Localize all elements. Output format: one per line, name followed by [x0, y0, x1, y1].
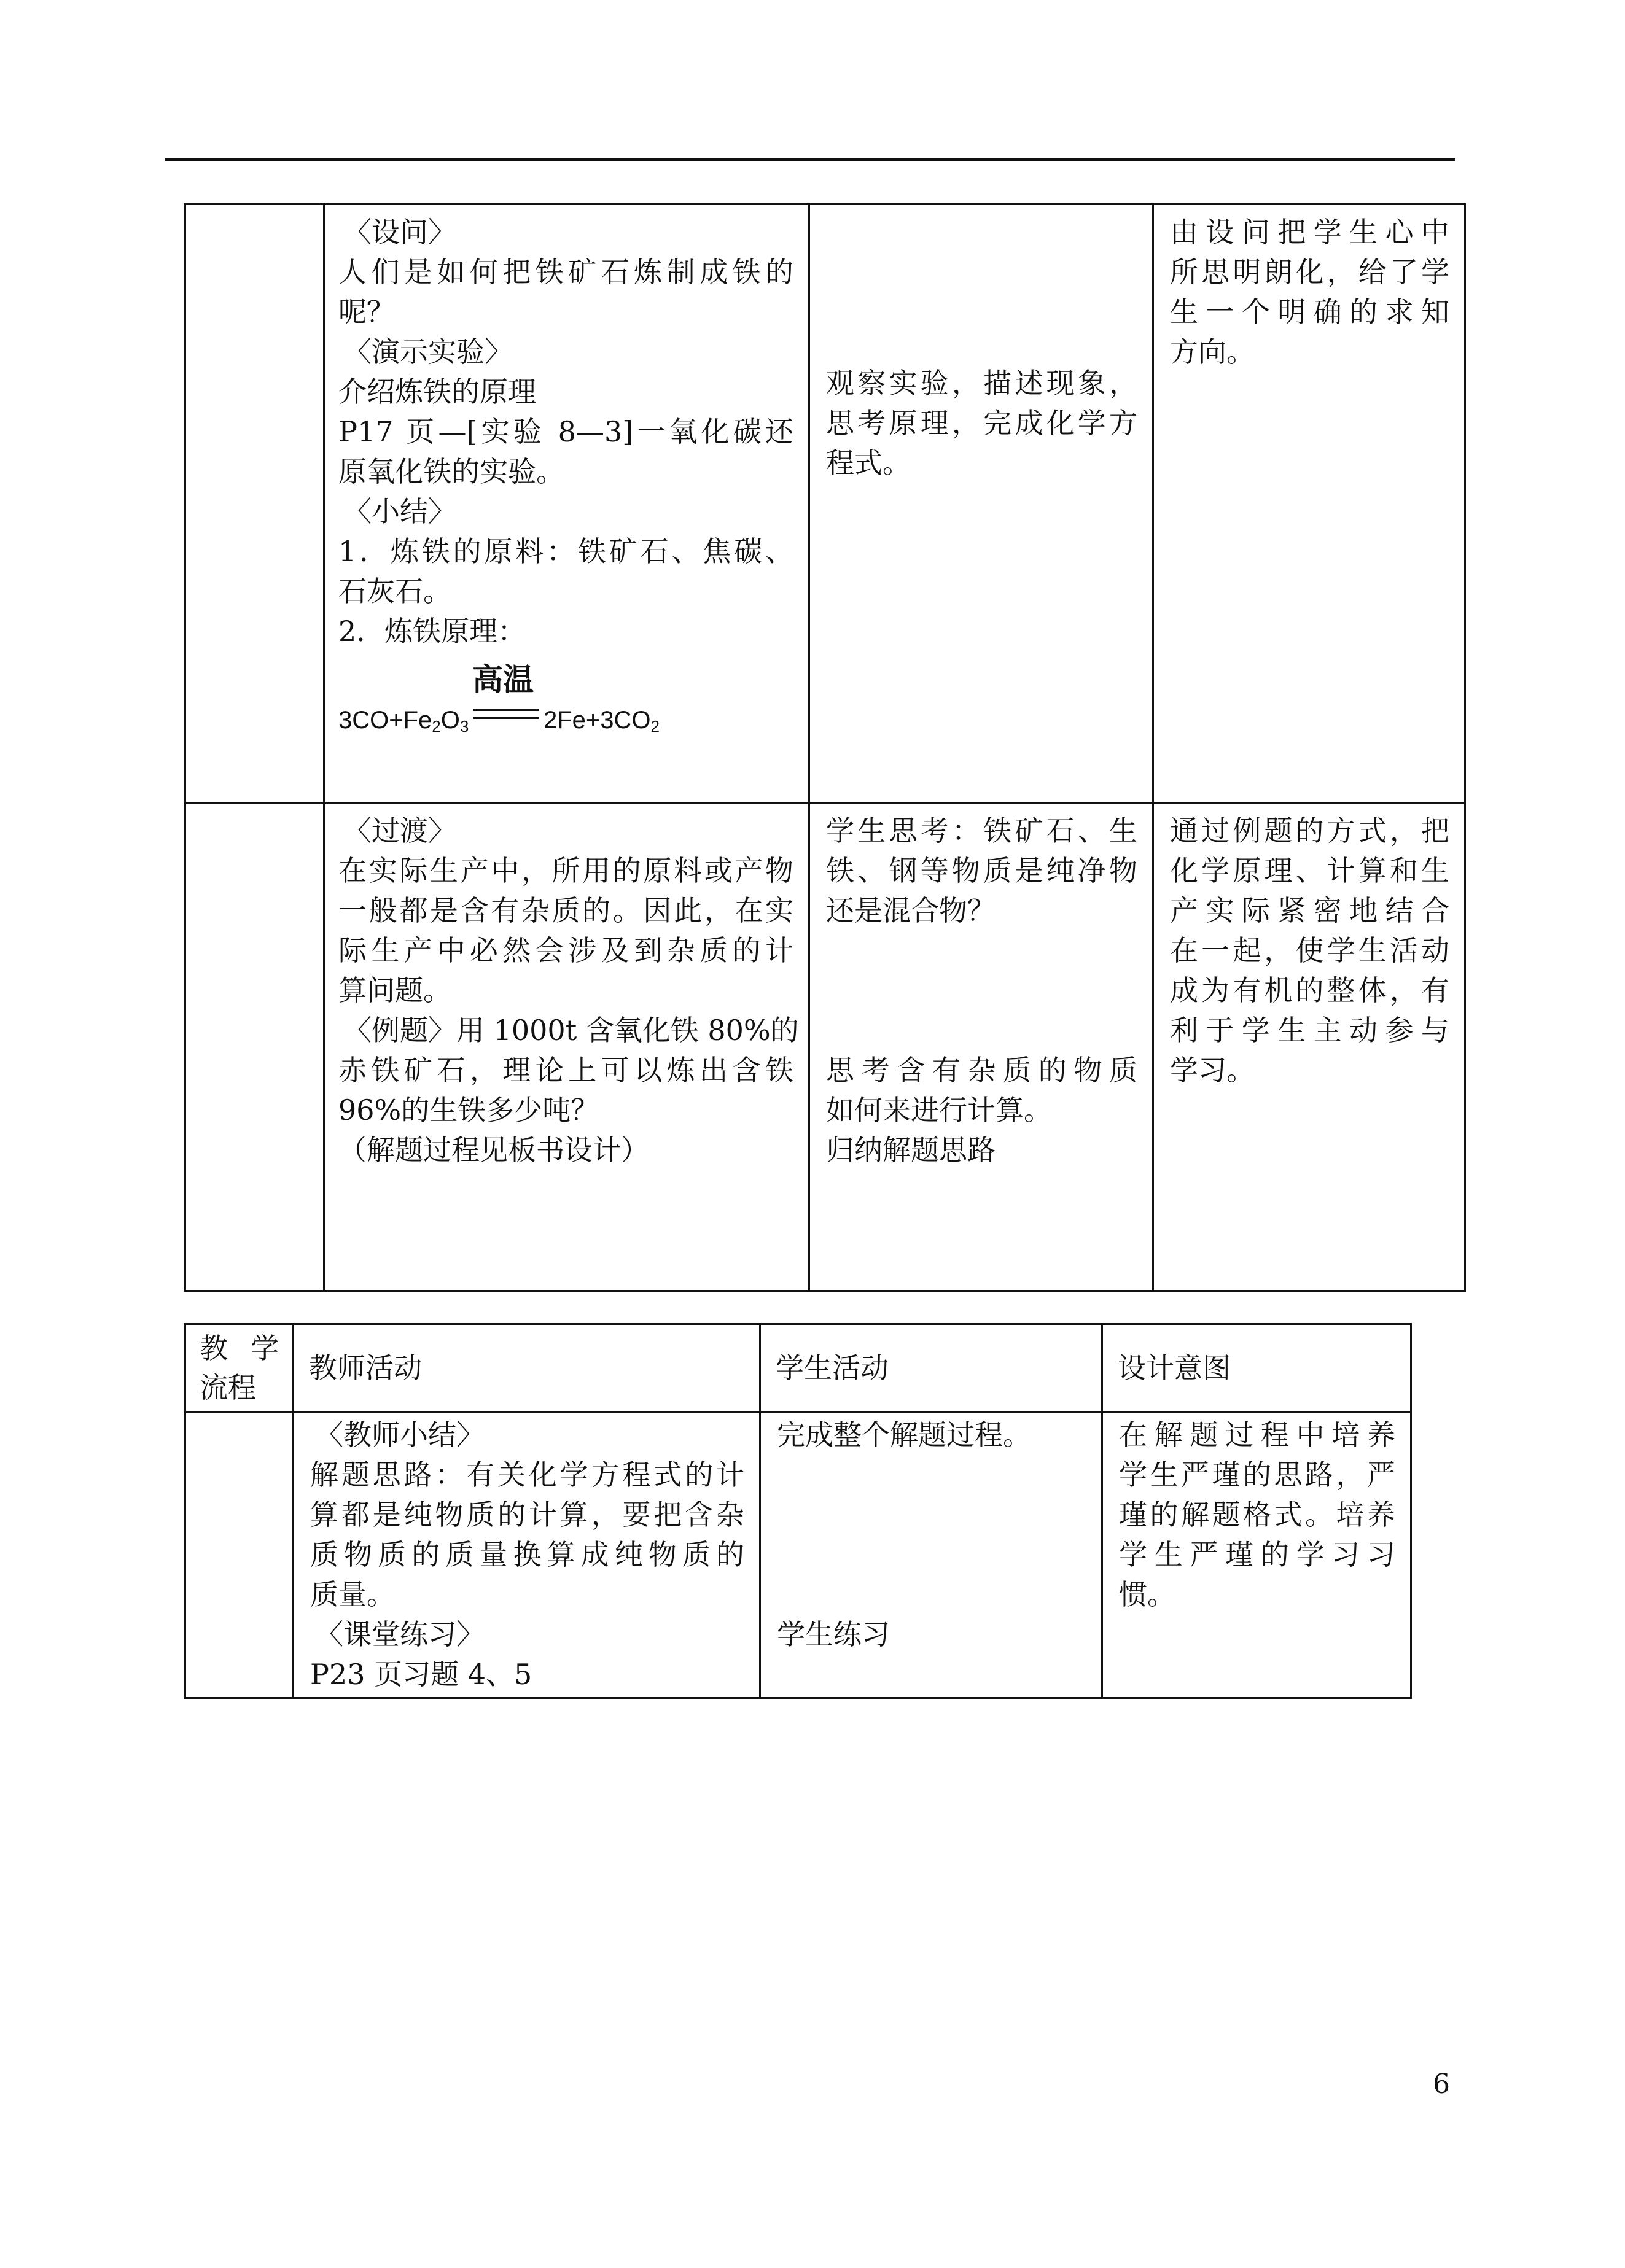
text-line: 归纳解题思路	[826, 1133, 996, 1167]
student-activity-cell	[760, 1412, 1102, 1698]
text-line: 在解题过程中培养	[1119, 1418, 1395, 1451]
text-line: 利于学生主动参与	[1170, 1014, 1449, 1047]
design-intent-cell	[1153, 803, 1465, 1291]
text-line: P23 页习题 4、5	[310, 1658, 532, 1691]
text-line: 学生思考：铁矿石、生	[826, 814, 1137, 847]
flow-cell	[185, 204, 324, 803]
teacher-activity-cell	[324, 204, 809, 803]
text-line: 如何来进行计算。	[826, 1093, 1052, 1127]
text-line: 惯。	[1119, 1578, 1175, 1611]
text-line: 在一起，使学生活动	[1170, 934, 1449, 967]
text-line: 一般都是含有杂质的。因此，在实	[338, 894, 793, 927]
student-activity-cell	[809, 803, 1153, 1291]
text-line: 完成整个解题过程。	[777, 1418, 1031, 1451]
table-row	[185, 803, 1465, 1291]
table-row	[185, 204, 1465, 803]
text-line: 2．炼铁原理：	[338, 615, 526, 648]
text-line: 产实际紧密地结合	[1170, 894, 1449, 927]
text-line: 通过例题的方式，把	[1170, 814, 1449, 847]
student-activity-cell	[809, 204, 1153, 803]
text-line: 际生产中必然会涉及到杂质的计	[338, 934, 793, 967]
text-line: 〈例题〉用 1000t 含氧化铁 80%的	[343, 1014, 799, 1047]
text-line: 质量。	[310, 1578, 395, 1611]
text-line: 1．炼铁的原料：铁矿石、焦碳、	[338, 535, 793, 568]
text-line: 生一个明确的求知	[1170, 295, 1449, 328]
text-line: （解题过程见板书设计）	[338, 1133, 649, 1167]
text-line: 算问题。	[338, 974, 451, 1007]
text-line: 学生严瑾的学习习	[1119, 1538, 1395, 1571]
text-line: 〈小结〉	[343, 495, 456, 528]
text-line: 质物质的质量换算成纯物质的	[310, 1538, 744, 1571]
design-intent-cell	[1153, 204, 1465, 803]
teacher-activity-cell	[294, 1412, 760, 1698]
page-number: 6	[1433, 2068, 1450, 2100]
text-line: 由设问把学生心中	[1170, 216, 1449, 249]
text-line: 还是混合物？	[826, 894, 996, 927]
text-line: 石灰石。	[338, 575, 451, 608]
equation-products: $2Fe+3CO_2$	[544, 707, 660, 736]
lesson-table-1	[184, 203, 1466, 1292]
text-line: 所思明朗化，给了学	[1170, 255, 1449, 289]
text-line: 原氧化铁的实验。	[338, 455, 564, 488]
text-line: 〈过渡〉	[343, 814, 456, 847]
text-line: P17 页—[实验 8—3]一氧化碳还	[338, 415, 793, 448]
text-line: 〈演示实验〉	[343, 335, 513, 368]
header-flow-line1: 教 学	[200, 1332, 279, 1365]
header-rule	[165, 158, 1455, 161]
text-line: 思考含有杂质的物质	[826, 1054, 1137, 1087]
reaction-condition: 高温	[472, 662, 534, 697]
text-line: 观察实验，描述现象，	[826, 367, 1137, 400]
text-line: 赤铁矿石，理论上可以炼出含铁	[338, 1054, 793, 1087]
text-line: 〈教师小结〉	[315, 1418, 485, 1451]
text-line: 96%的生铁多少吨？	[338, 1093, 599, 1127]
header-design-intent: 设计意图	[1102, 1324, 1411, 1412]
text-line: 学生练习	[777, 1618, 890, 1651]
equation-equals-bar	[473, 709, 539, 719]
text-line: 程式。	[826, 446, 911, 480]
text-line: 成为有机的整体，有	[1170, 974, 1449, 1007]
text-line: 方向。	[1170, 335, 1255, 368]
header-student-activity: 学生活动	[760, 1324, 1102, 1412]
text-line: 〈设问〉	[343, 216, 456, 249]
flow-cell	[185, 1412, 294, 1698]
text-line: 化学原理、计算和生	[1170, 854, 1449, 887]
text-line: 学习。	[1170, 1054, 1255, 1087]
header-flow	[185, 1324, 294, 1412]
flow-cell	[185, 803, 324, 1291]
table-header-row	[185, 1324, 1411, 1412]
text-line: 思考原理，完成化学方	[826, 406, 1137, 440]
header-flow-line2: 流程	[200, 1371, 256, 1404]
design-intent-cell	[1102, 1412, 1411, 1698]
teacher-activity-cell	[324, 803, 809, 1291]
text-line: 人们是如何把铁矿石炼制成铁的	[338, 255, 793, 289]
text-line: 瑾的解题格式。培养	[1119, 1498, 1395, 1531]
header-teacher-activity: 教师活动	[294, 1324, 760, 1412]
text-line: 介绍炼铁的原理	[338, 375, 536, 408]
text-line: 学生严瑾的思路，严	[1119, 1458, 1395, 1491]
text-line: 解题思路：有关化学方程式的计	[310, 1458, 744, 1491]
text-line: 在实际生产中，所用的原料或产物	[338, 854, 793, 887]
chemical-equation	[338, 660, 793, 752]
lesson-table-2	[184, 1323, 1412, 1699]
text-line: 铁、钢等物质是纯净物	[826, 854, 1137, 887]
equation-reactants: $3CO+Fe_2O_3$	[338, 707, 469, 736]
table-row	[185, 1412, 1411, 1698]
text-line: 呢？	[338, 295, 395, 328]
text-line: 〈课堂练习〉	[315, 1618, 485, 1651]
text-line: 算都是纯物质的计算，要把含杂	[310, 1498, 744, 1531]
